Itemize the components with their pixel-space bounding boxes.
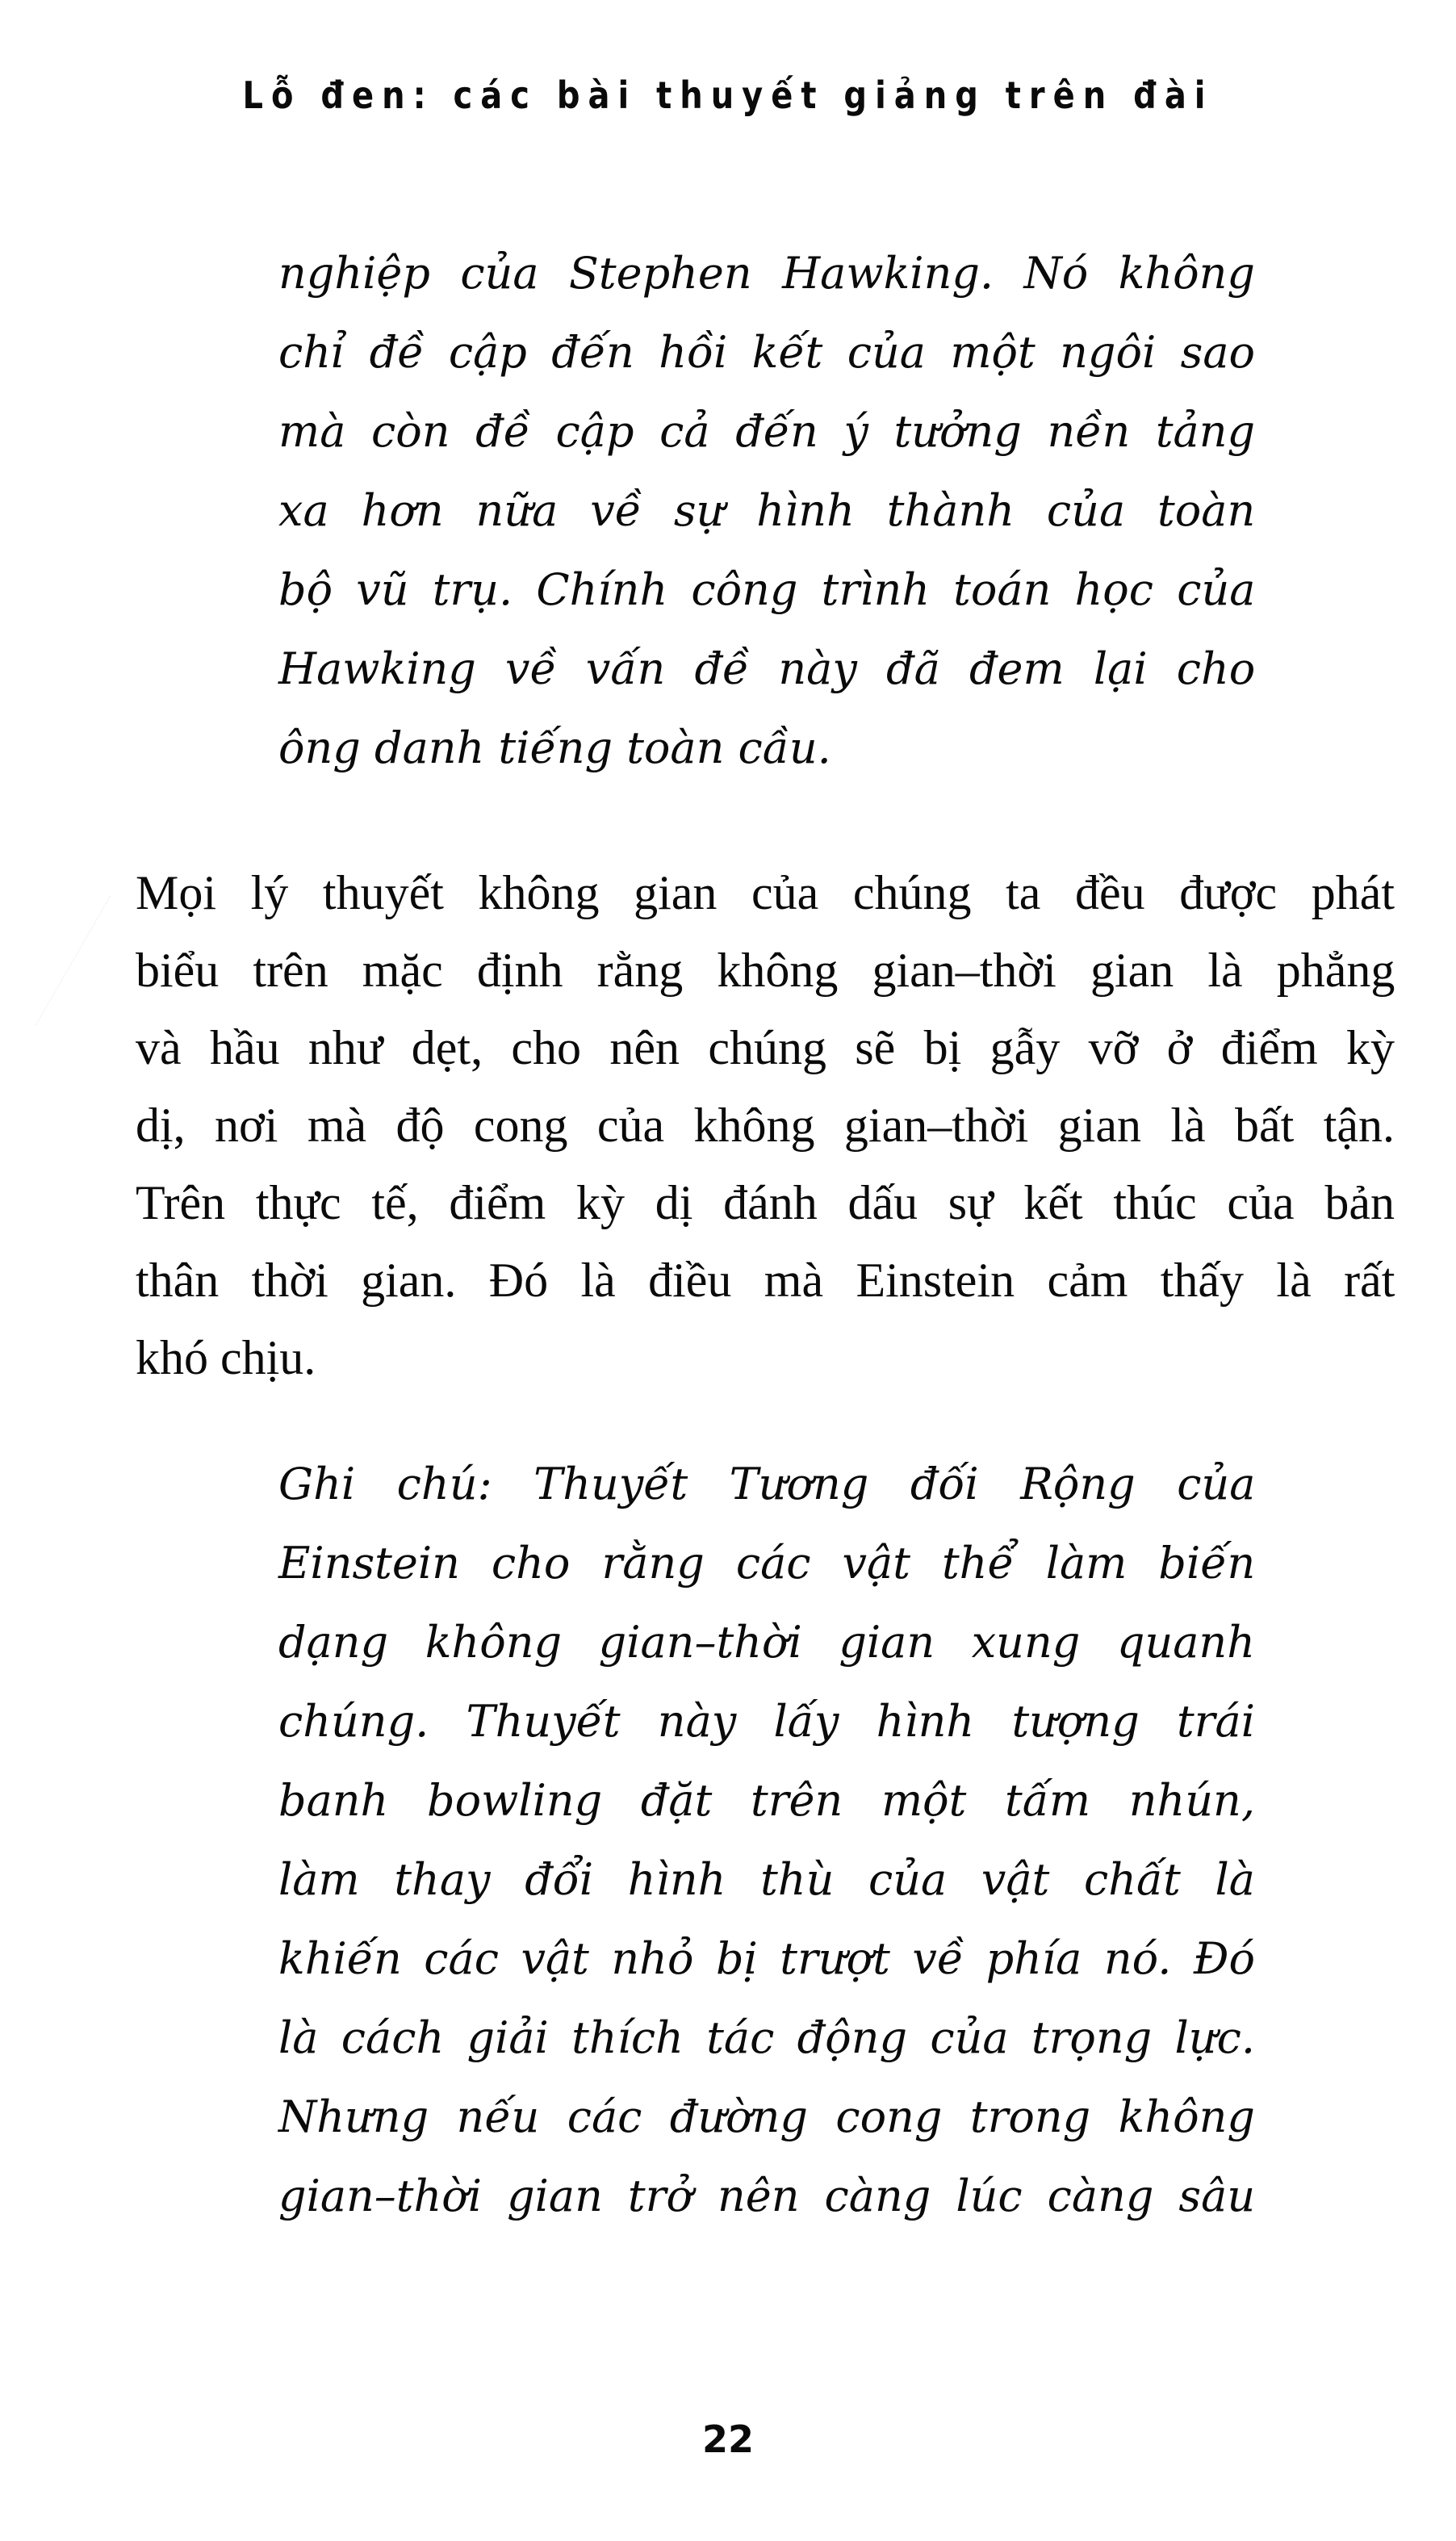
running-header: Lỗ đen: các bài thuyết giảng trên đài	[242, 74, 1214, 118]
scan-edge-mark	[0, 896, 111, 1025]
note-line: làm thay đổi hình thù của vật chất là	[278, 1854, 1255, 1905]
note-line: chúng. Thuyết này lấy hình tượng trái	[278, 1696, 1255, 1747]
paragraph-line: biểu trên mặc định rằng không gian–thời gian là phẳng	[136, 944, 1395, 997]
paragraph-line: và hầu như dẹt, cho nên chúng sẽ bị gẫy vỡ ở điểm kỳ	[136, 1021, 1395, 1074]
quote-line: ông danh tiếng toàn cầu.	[278, 722, 831, 773]
quote-line: bộ vũ trụ. Chính công trình toán học của	[278, 564, 1256, 615]
main-paragraph	[136, 854, 1395, 1396]
paragraph-line: dị, nơi mà độ cong của không gian–thời gian là bất tận.	[136, 1099, 1395, 1152]
quote-line: Hawking về vấn đề này đã đem lại cho	[278, 643, 1256, 694]
note-line: gian–thời gian trở nên càng lúc càng sâu	[278, 2171, 1256, 2221]
note-line: banh bowling đặt trên một tấm nhún,	[278, 1775, 1255, 1826]
paragraph-line: Mọi lý thuyết không gian của chúng ta đều được phát	[136, 866, 1395, 919]
paragraph-line: khó chịu.	[136, 1331, 316, 1384]
note-line: là cách giải thích tác động của trọng lực.	[278, 2012, 1255, 2063]
quote-block-top	[278, 234, 1255, 788]
note-line: khiến các vật nhỏ bị trượt về phía nó. Đó	[278, 1933, 1255, 1984]
quote-line: xa hơn nữa về sự hình thành của toàn	[278, 485, 1256, 536]
paragraph-line: thân thời gian. Đó là điều mà Einstein cảm thấy là rất	[136, 1254, 1395, 1307]
paragraph-line: Trên thực tế, điểm kỳ dị đánh dấu sự kết thúc của bản	[136, 1176, 1395, 1229]
quote-line: nghiệp của Stephen Hawking. Nó không	[278, 248, 1255, 299]
note-line: dạng không gian–thời gian xung quanh	[278, 1617, 1255, 1668]
note-line: Nhưng nếu các đường cong trong không	[278, 2091, 1255, 2142]
note-line: Einstein cho rằng các vật thể làm biến	[278, 1538, 1256, 1589]
page-number: 22	[701, 2418, 754, 2461]
note-line: Ghi chú: Thuyết Tương đối Rộng của	[278, 1459, 1256, 1509]
note-block	[278, 1445, 1255, 2236]
quote-line: mà còn đề cập cả đến ý tưởng nền tảng	[278, 406, 1256, 457]
quote-line: chỉ đề cập đến hồi kết của một ngôi sao	[278, 327, 1256, 378]
